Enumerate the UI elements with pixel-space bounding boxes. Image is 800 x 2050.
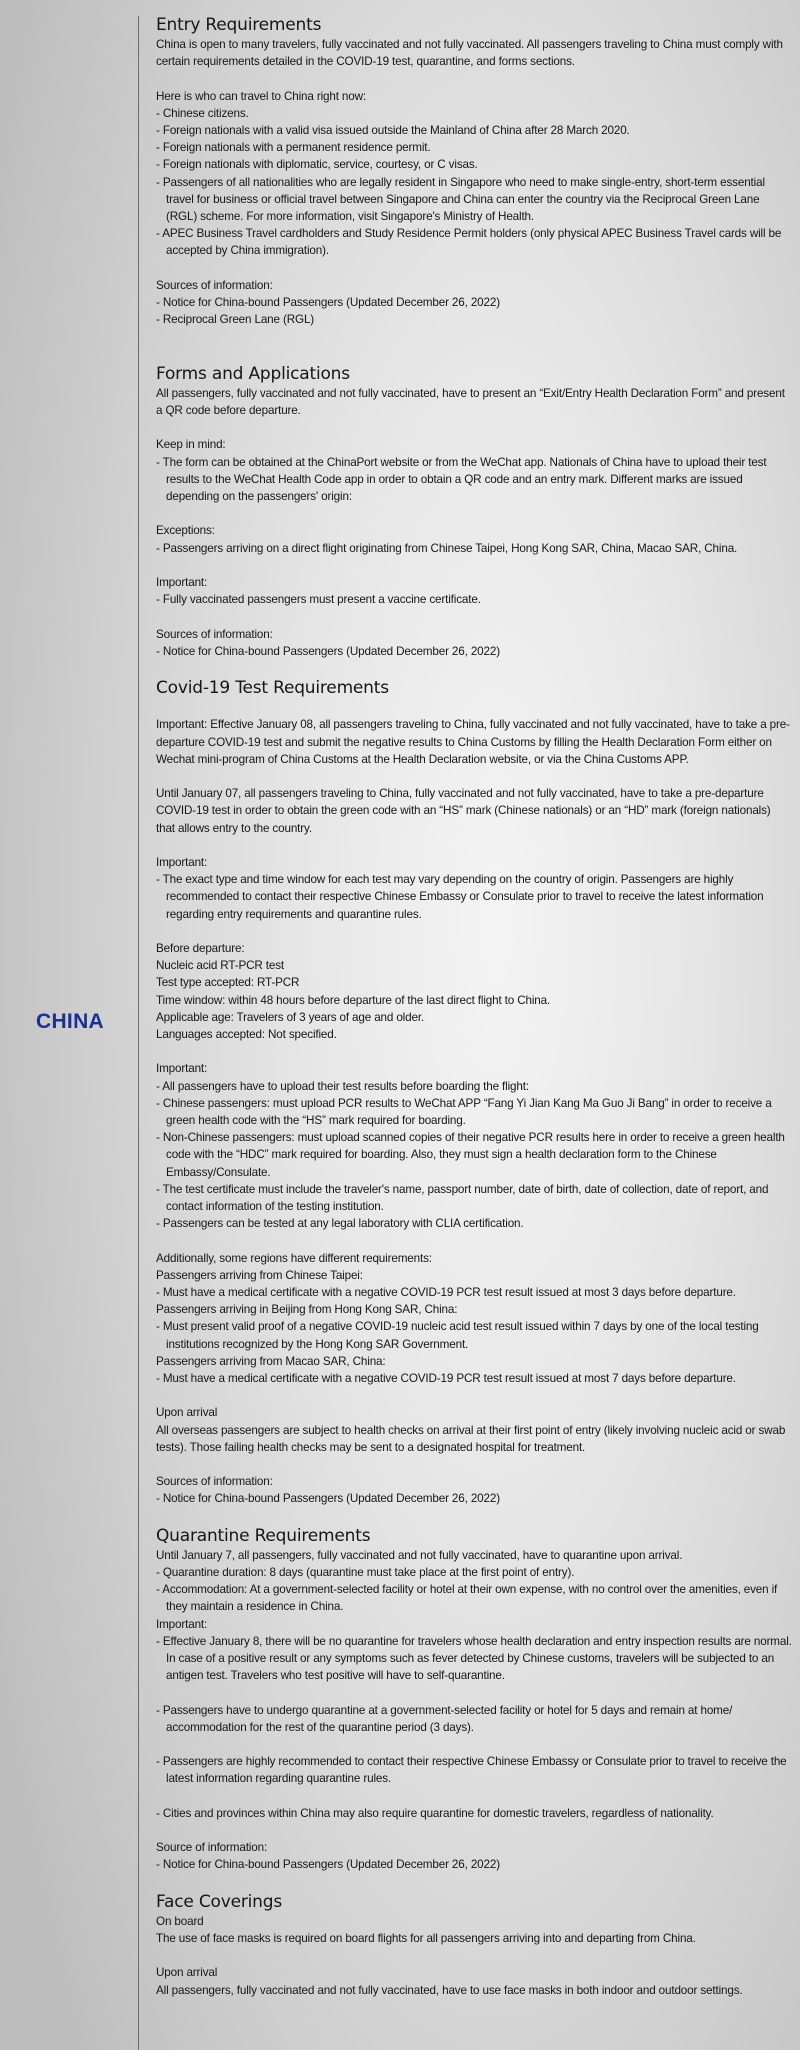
paragraph-line: China is open to many travelers, fully vaccinated and not fully vaccinated. All passengers traveling to China must comply with certain requirements detailed in the COVID-19 test, quarantine, and forms sections. — [156, 38, 783, 69]
bullet-item: - Passengers can be tested at any legal laboratory with CLIA certification. — [156, 1217, 524, 1231]
paragraph-line: Sources of information: — [156, 627, 273, 641]
spacer — [156, 1788, 792, 1805]
paragraph-line: Upon arrival — [156, 1406, 218, 1420]
spacer — [156, 328, 792, 345]
paragraph-line: Test type accepted: RT-PCR — [156, 976, 300, 990]
bullet-item: - Foreign nationals with diplomatic, service, courtesy, or C visas. — [156, 158, 478, 172]
paragraph-line: The use of face masks is required on board flights for all passengers arriving into and departing from China. — [156, 1931, 696, 1945]
bullet-item: - Notice for China-bound Passengers (Updated December 26, 2022) — [156, 1858, 500, 1872]
section-title: Entry Requirements — [156, 15, 322, 35]
paragraph-line: Exceptions: — [156, 524, 215, 538]
paragraph-line: Until January 07, all passengers traveling to China, fully vaccinated and not fully vaccinated, have to take a pre-departure COVID-19 test in order to obtain the green code with an “HS” mark (Chinese nationals) or an “HD” mark (foreign nationals) that allows entry to the country. — [156, 787, 771, 835]
section-covid-test-requirements — [156, 677, 792, 1525]
paragraph-line: Important: — [156, 855, 208, 869]
bullet-item: - Fully vaccinated passengers must present a vaccine certificate. — [156, 593, 481, 607]
spacer — [156, 557, 792, 574]
requirements-content — [156, 14, 792, 1999]
paragraph-line: Here is who can travel to China right now: — [156, 89, 367, 103]
spacer — [156, 660, 792, 677]
paragraph-line: Languages accepted: Not specified. — [156, 1027, 337, 1041]
spacer — [156, 768, 792, 785]
bullet-item: - Passengers are highly recommended to contact their respective Chinese Embassy or Consulate prior to travel to receive the latest information regarding quarantine rules. — [156, 1755, 787, 1786]
section-body — [156, 699, 792, 1525]
spacer — [156, 1822, 792, 1839]
spacer — [156, 1232, 792, 1249]
section-title: Covid-19 Test Requirements — [156, 678, 389, 699]
paragraph-line: Important: — [156, 575, 208, 589]
spacer — [156, 1874, 792, 1891]
paragraph-line: Important: — [156, 1062, 208, 1076]
bullet-item: - Must have a medical certificate with a negative COVID-19 PCR test result issued at most 3 days before departure. — [156, 1285, 736, 1299]
bullet-item: - Foreign nationals with a permanent residence permit. — [156, 141, 431, 155]
section-title: Forms and Applications — [156, 363, 350, 384]
spacer — [156, 419, 792, 436]
bullet-item: - Quarantine duration: 8 days (quarantine must take place at the first point of entry). — [156, 1565, 575, 1579]
paragraph-line: Until January 7, all passengers, fully vaccinated and not fully vaccinated, have to quarantine upon arrival. — [156, 1548, 683, 1562]
paragraph-line: Passengers arriving from Chinese Taipei: — [156, 1268, 363, 1282]
paragraph-line: Passengers arriving from Macao SAR, China: — [156, 1354, 386, 1368]
bullet-item: - Must present valid proof of a negative COVID-19 nucleic acid test result issued within 7 days by one of the local testing institutions recognized by the Hong Kong SAR Government. — [156, 1320, 759, 1351]
paragraph-line: Important: Effective January 08, all passengers traveling to China, fully vaccinated and not fully vaccinated, have to take a pre-departure COVID-19 test and submit the negative results to China Customs by filling the Health Declaration Form either on Wechat mini-program of China Customs at the Health Declaration website, or via the China Customs APP. — [156, 718, 790, 766]
paragraph-line: All passengers, fully vaccinated and not fully vaccinated, have to use face masks in both indoor and outdoor settings. — [156, 1983, 743, 1997]
bullet-item: - Passengers of all nationalities who are legally resident in Singapore who need to make single-entry, short-term essential travel for business or official travel between Singapore and China can enter the country via the Reciprocal Green Lane (RGL) scheme. For more information, visit Singapore's Ministry of Health. — [156, 175, 765, 224]
vertical-divider — [138, 16, 139, 2050]
spacer — [156, 1456, 792, 1473]
spacer — [156, 1387, 792, 1404]
paragraph-line: Keep in mind: — [156, 438, 226, 452]
paragraph-line: Time window: within 48 hours before departure of the last direct flight to China. — [156, 993, 551, 1007]
paragraph-line: Sources of information: — [156, 278, 273, 292]
bullet-item: - APEC Business Travel cardholders and Study Residence Permit holders (only physical APEC Business Travel cards will be accepted by China immigration). — [156, 227, 782, 258]
spacer — [156, 699, 792, 716]
bullet-item: - The test certificate must include the traveler's name, passport number, date of birth, date of collection, date of report, and contact information of the testing institution. — [156, 1182, 769, 1213]
bullet-item: - Accommodation: At a government-selected facility or hotel at their own expense, with no control over the amenities, even if they maintain a residence in China. — [156, 1583, 778, 1614]
bullet-item: - Notice for China-bound Passengers (Updated December 26, 2022) — [156, 644, 500, 658]
paragraph-line: Before departure: — [156, 941, 245, 955]
section-body — [156, 385, 792, 677]
spacer — [156, 1736, 792, 1753]
paragraph-line: Additionally, some regions have different requirements: — [156, 1251, 432, 1265]
paragraph-line: Upon arrival — [156, 1966, 218, 1980]
bullet-item: - Cities and provinces within China may also require quarantine for domestic travelers, regardless of nationality. — [156, 1806, 714, 1820]
spacer — [156, 1508, 792, 1525]
bullet-item: - Notice for China-bound Passengers (Updated December 26, 2022) — [156, 1492, 500, 1506]
spacer — [156, 923, 792, 940]
paragraph-line: All passengers, fully vaccinated and not fully vaccinated, have to present an “Exit/Entry Health Declaration Form” and present a QR code before departure. — [156, 386, 785, 417]
section-body — [156, 1547, 792, 1891]
spacer — [156, 1684, 792, 1701]
section-title: Quarantine Requirements — [156, 1525, 371, 1546]
spacer — [156, 505, 792, 522]
paragraph-line: On board — [156, 1914, 204, 1928]
bullet-item: - Foreign nationals with a valid visa issued outside the Mainland of China after 28 March 2020. — [156, 124, 630, 137]
paragraph-line: Nucleic acid RT-PCR test — [156, 959, 285, 973]
section-body — [156, 36, 792, 363]
section-entry-requirements — [156, 14, 792, 363]
bullet-item: - Chinese citizens. — [156, 106, 249, 120]
section-forms-and-applications — [156, 363, 792, 677]
paragraph-line: Passengers arriving in Beijing from Hong Kong SAR, China: — [156, 1303, 458, 1317]
paragraph-line: Source of information: — [156, 1841, 268, 1855]
section-face-coverings — [156, 1891, 792, 1999]
bullet-item: - Effective January 8, there will be no quarantine for travelers whose health declaration and entry inspection results are normal. In case of a positive result or any symptoms such as fever detected by Chinese customs, travelers will be subjected to an antigen test. Travelers who test positive will have to self-quarantine. — [156, 1634, 792, 1683]
bullet-item: - Non-Chinese passengers: must upload scanned copies of their negative PCR results here in order to receive a green health code with the “HDC” mark required for boarding. Also, they must sign a health declaration form to the Chinese Embassy/Consulate. — [156, 1131, 785, 1179]
bullet-item: - Passengers have to undergo quarantine at a government-selected facility or hotel for 5 days and remain at home/ accommodation for the rest of the quarantine period (3 days). — [156, 1703, 733, 1734]
bullet-item: - All passengers have to upload their test results before boarding the flight: — [156, 1079, 529, 1093]
paragraph-line: Sources of information: — [156, 1475, 273, 1489]
section-title: Face Coverings — [156, 1891, 282, 1912]
bullet-item: - The exact type and time window for each test may vary depending on the country of origin. Passengers are highly recommended to contact their respective Chinese Embassy or Consulate prior to travel to receive the latest information regarding entry requirements and quarantine rules. — [156, 873, 764, 921]
section-quarantine-requirements — [156, 1525, 792, 1891]
bullet-item: - Must have a medical certificate with a negative COVID-19 PCR test result issued at most 7 days before departure. — [156, 1372, 736, 1385]
section-body — [156, 1913, 792, 1999]
spacer — [156, 608, 792, 625]
paragraph-line: Applicable age: Travelers of 3 years of age and older. — [156, 1010, 425, 1024]
bullet-item: - The form can be obtained at the ChinaPort website or from the WeChat app. Nationals of China have to upload their test results to the WeChat Health Code app in order to obtain a QR code and an entry mark. Different marks are issued depending on the passengers' origin: — [156, 455, 767, 503]
bullet-item: - Chinese passengers: must upload PCR results to WeChat APP “Fang Yi Jian Kang Ma Guo Ji Bang” in order to receive a green health code with the “HS” mark required for boarding. — [156, 1096, 772, 1127]
spacer — [156, 260, 792, 277]
bullet-item: - Notice for China-bound Passengers (Updated December 26, 2022) — [156, 296, 500, 310]
bullet-item: - Reciprocal Green Lane (RGL) — [156, 313, 315, 327]
paragraph-line: Important: — [156, 1617, 208, 1631]
spacer — [156, 1043, 792, 1060]
bullet-item: - Passengers arriving on a direct flight originating from Chinese Taipei, Hong Kong SAR, China, Macao SAR, China. — [156, 541, 738, 555]
country-label: CHINA — [36, 1010, 104, 1033]
spacer — [156, 346, 792, 363]
spacer — [156, 1947, 792, 1964]
paragraph-line: All overseas passengers are subject to health checks on arrival at their first point of entry (likely involving nucleic acid or swab tests). Those failing health checks may be sent to a designated hospital for treatment. — [156, 1423, 786, 1454]
spacer — [156, 837, 792, 854]
spacer — [156, 70, 792, 87]
